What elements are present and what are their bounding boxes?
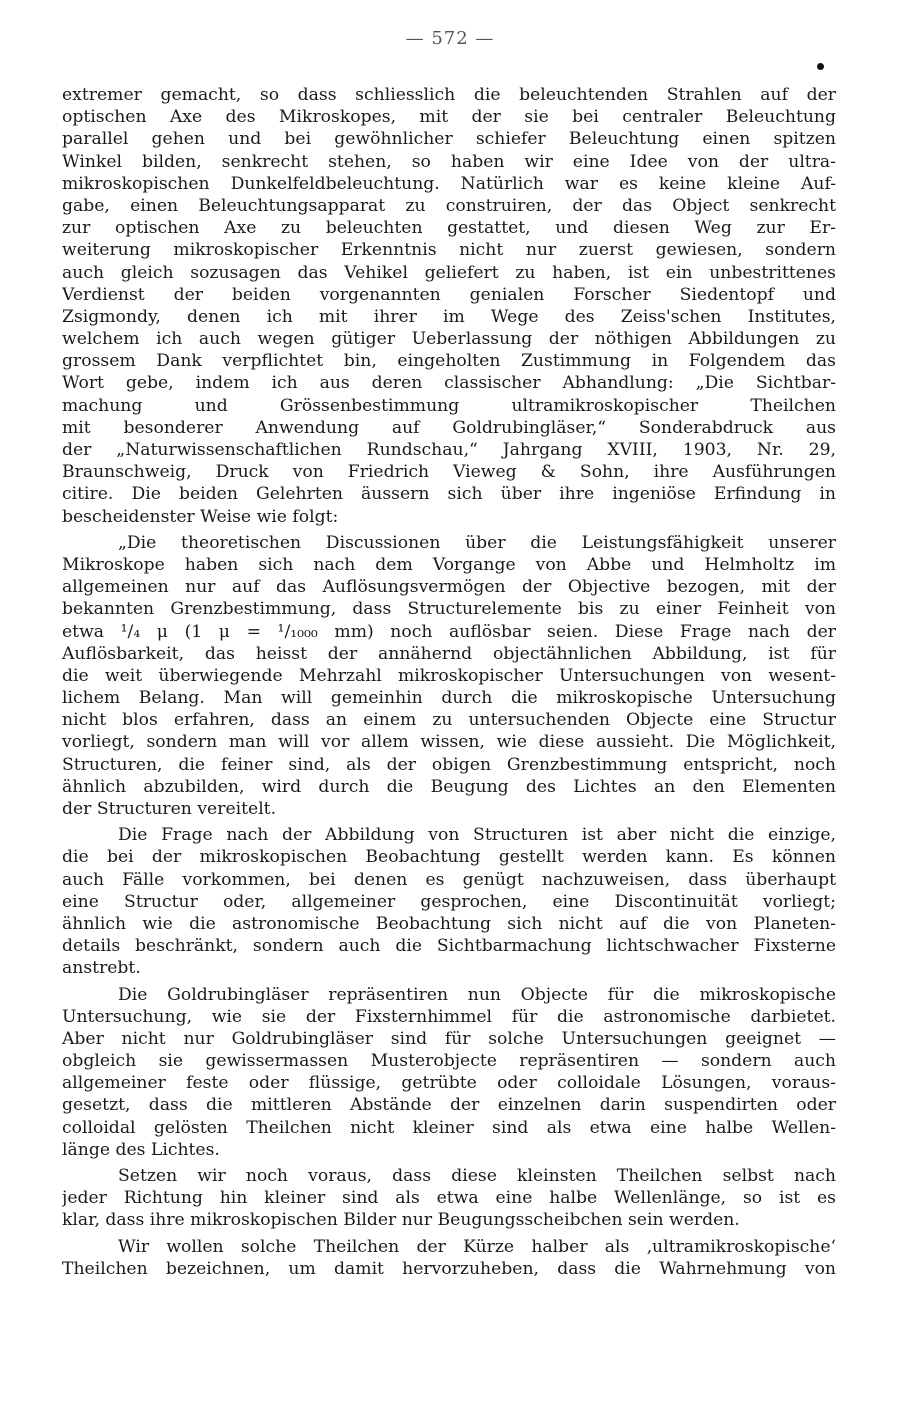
text-line: Structuren, die feiner sind, als der obigen Grenzbestimmung entspricht, noch [62, 754, 836, 775]
paragraph [62, 1236, 836, 1280]
paragraph [62, 532, 836, 820]
text-line: grossem Dank verpflichtet bin, eingeholten Zustimmung in Folgendem das [62, 351, 836, 372]
text-line: Auflösbarkeit, das heisst der annähernd objectähnlichen Abbildung, ist für [62, 643, 836, 664]
body-text [62, 84, 836, 1280]
text-line: anstrebt. [62, 958, 141, 979]
ink-speck [817, 63, 824, 70]
text-line: Die Goldrubingläser repräsentiren nun Objecte für die mikroskopische [118, 984, 836, 1005]
text-line: bescheidenster Weise wie folgt: [62, 506, 339, 527]
text-line: Zsigmondy, denen ich mit ihrer im Wege des Zeiss'schen Institutes, [62, 306, 836, 327]
text-line: allgemeiner feste oder flüssige, getrübte oder colloidale Lösungen, voraus- [62, 1073, 836, 1094]
text-line: eine Structur oder, allgemeiner gesprochen, eine Discontinuität vorliegt; [62, 891, 836, 912]
text-line: Winkel bilden, senkrecht stehen, so haben wir eine Idee von der ultra- [62, 151, 836, 172]
text-line: allgemeinen nur auf das Auflösungsvermögen der Objective bezogen, mit der [62, 577, 836, 598]
text-line: die bei der mikroskopischen Beobachtung gestellt werden kann. Es können [62, 847, 836, 868]
text-line: optischen Axe des Mikroskopes, mit der sie bei centraler Beleuchtung [62, 107, 836, 128]
text-line: parallel gehen und bei gewöhnlicher schiefer Beleuchtung einen spitzen [62, 129, 836, 150]
text-line: weiterung mikroskopischer Erkenntnis nicht nur zuerst gewiesen, sondern [62, 240, 836, 261]
text-line: der Structuren vereitelt. [62, 799, 277, 819]
text-line: vorliegt, sondern man will vor allem wissen, wie diese aussieht. Die Möglichkeit, [62, 732, 836, 753]
text-line: länge des Lichtes. [62, 1139, 220, 1160]
text-line: nicht blos erfahren, dass an einem zu untersuchenden Objecte eine Structur [62, 710, 836, 731]
text-line: Untersuchung, wie sie der Fixsternhimmel für die astronomische darbietet. [62, 1006, 836, 1027]
text-line: die weit überwiegende Mehrzahl mikroskopischer Untersuchungen von wesent- [62, 665, 836, 686]
text-line: details beschränkt, sondern auch die Sichtbarmachung lichtschwacher Fixsterne [62, 936, 836, 957]
text-line: machung und Grössenbestimmung ultramikroskopischer Theilchen [62, 395, 836, 416]
text-line: lichem Belang. Man will gemeinhin durch die mikroskopische Untersuchung [62, 688, 836, 709]
page-number: — 572 — [405, 28, 495, 49]
text-line: der „Naturwissenschaftlichen Rundschau,“ Jahrgang XVIII, 1903, Nr. 29, [62, 440, 836, 460]
text-line: obgleich sie gewissermassen Musterobjecte repräsentiren — sondern auch [62, 1051, 836, 1072]
text-line: Braunschweig, Druck von Friedrich Vieweg & Sohn, ihre Ausführungen [62, 462, 836, 483]
text-line: „Die theoretischen Discussionen über die Leistungsfähigkeit unserer [118, 532, 836, 553]
text-line: Setzen wir noch voraus, dass diese kleinsten Theilchen selbst nach [118, 1166, 836, 1186]
text-line: Wort gebe, indem ich aus deren classischer Abhandlung: „Die Sichtbar- [62, 373, 836, 394]
text-line: bekannten Grenzbestimmung, dass Structurelemente bis zu einer Feinheit von [62, 599, 836, 620]
text-line: gabe, einen Beleuchtungsapparat zu construiren, der das Object senkrecht [62, 195, 836, 216]
text-line: Die Frage nach der Abbildung von Structuren ist aber nicht die einzige, [118, 825, 836, 846]
text-line: ähnlich abzubilden, wird durch die Beugung des Lichtes an den Elementen [62, 776, 836, 797]
text-line: Theilchen bezeichnen, um damit hervorzuheben, dass die Wahrnehmung von [62, 1258, 836, 1279]
paragraph [62, 1165, 836, 1232]
paragraph [62, 984, 836, 1162]
text-line: Verdienst der beiden vorgenannten genialen Forscher Siedentopf und [62, 284, 836, 305]
text-line: gesetzt, dass die mittleren Abstände der einzelnen darin suspendirten oder [62, 1095, 836, 1116]
text-line: zur optischen Axe zu beleuchten gestattet, und diesen Weg zur Er- [62, 218, 836, 239]
text-line: ähnlich wie die astronomische Beobachtung sich nicht auf die von Planeten- [62, 913, 836, 934]
text-line: etwa ¹/₄ μ (1 μ = ¹/₁₀₀₀ mm) noch auflösbar seien. Diese Frage nach der [62, 621, 836, 642]
text-line: colloidal gelösten Theilchen nicht kleiner sind als etwa eine halbe Wellen- [62, 1117, 836, 1138]
text-line: Mikroskope haben sich nach dem Vorgange von Abbe und Helmholtz im [62, 554, 836, 575]
text-line: auch gleich sozusagen das Vehikel geliefert zu haben, ist ein unbestrittenes [62, 262, 836, 283]
text-line: citire. Die beiden Gelehrten äussern sich über ihre ingeniöse Erfindung in [62, 484, 836, 505]
text-line: Wir wollen solche Theilchen der Kürze halber als ‚ultramikroskopische‘ [118, 1236, 836, 1257]
text-line: jeder Richtung hin kleiner sind als etwa eine halbe Wellenlänge, so ist es [62, 1188, 836, 1209]
text-line: mikroskopischen Dunkelfeldbeleuchtung. Natürlich war es keine kleine Auf- [62, 173, 836, 194]
paragraph [62, 824, 836, 979]
text-line: mit besonderer Anwendung auf Goldrubingläser,“ Sonderabdruck aus [62, 417, 836, 438]
text-line: Aber nicht nur Goldrubingläser sind für solche Untersuchungen geeignet — [62, 1028, 836, 1049]
text-line: klar, dass ihre mikroskopischen Bilder nur Beugungsscheibchen sein werden. [62, 1210, 740, 1231]
text-line: auch Fälle vorkommen, bei denen es genügt nachzuweisen, dass überhaupt [62, 869, 836, 890]
text-line: welchem ich auch wegen gütiger Ueberlassung der nöthigen Abbildungen zu [62, 329, 836, 350]
text-line: extremer gemacht, so dass schliesslich die beleuchtenden Strahlen auf der [62, 85, 836, 105]
paragraph [62, 84, 836, 528]
